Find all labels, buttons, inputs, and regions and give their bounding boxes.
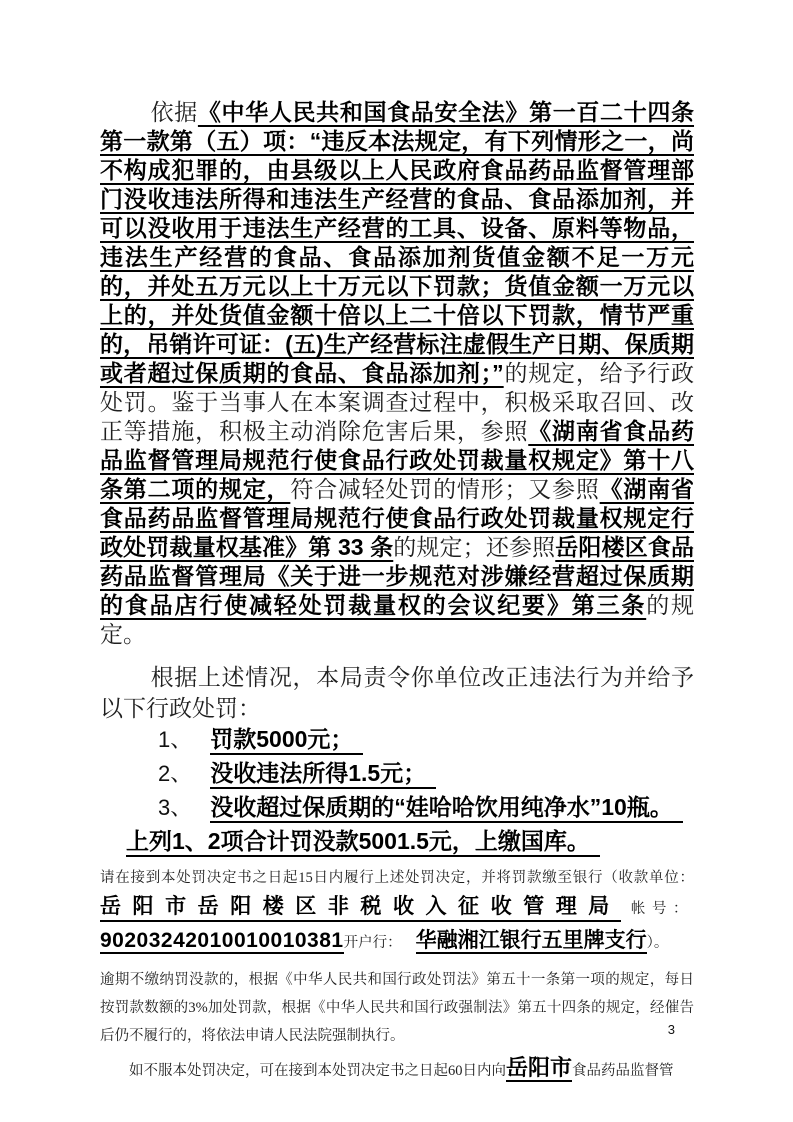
document-content (100, 98, 694, 1085)
penalty-item-2-text: 没收违法所得1.5元； (210, 760, 436, 789)
legal-basis-closing: 的规定。 (100, 593, 695, 647)
penalty-item-3-text: 没收超过保质期的“娃哈哈饮用纯净水”10瓶。 (210, 794, 683, 823)
penalty-item-3-number: 3、 (158, 795, 193, 820)
paragraph-legal-basis (100, 98, 694, 649)
penalty-item-1 (100, 724, 694, 758)
payment-bank-label: 开户行： (343, 935, 402, 951)
legal-basis-benchmark-citation: 《湖南省食品药品监督管理局规范行使食品行政处罚裁量权规定行政处罚裁量权基准》第 33 条 (100, 476, 695, 560)
legal-basis-district-minutes-citation: 岳阳楼区食品药品监督管理局《关于进一步规范对涉嫌经营超过保质期的食品店行使减轻处罚裁量权的会议纪要》第三条 (100, 534, 694, 618)
legal-basis-mitigation-text: 的规定，给予行政处罚。鉴于当事人在本案调查过程中，积极采取召回、改正等措施，积极主动消除危害后果，参照 (100, 361, 695, 444)
payment-payee-line (100, 893, 694, 923)
penalty-total-text: 上列1、2项合计罚没款5001.5元，上缴国库。 (126, 828, 600, 857)
payment-account-label: 帐号： (630, 901, 694, 917)
paragraph-appeal-rights (100, 1054, 694, 1085)
penalty-item-3 (100, 792, 694, 826)
payment-payee: 岳阳市岳阳楼区非税收入征收管理局 (100, 893, 621, 922)
appeal-authority: 岳阳市 (506, 1055, 573, 1080)
legal-basis-lead: 依据 (150, 100, 198, 125)
appeal-text-lead: 如不服本处罚决定，可在接到本处罚决定书之日起60日内向 (129, 1063, 506, 1079)
penalty-item-2 (100, 758, 694, 792)
paragraph-overdue-penalty: 逾期不缴纳罚没款的，根据《中华人民共和国行政处罚法》第五十一条第一项的规定，每日按罚款数额的3%加处罚款，根据《中华人民共和国行政强制法》第五十四条的规定，经催告后仍不履行的，将依法申请人民法院强制执行。 (100, 972, 694, 1044)
payment-intro: 请在接到本处罚决定书之日起15日内履行上述处罚决定，并将罚款缴至银行（收款单位： (100, 870, 694, 886)
legal-basis-provincial-rule-citation: 《湖南省食品药品监督管理局规范行使食品行政处罚裁量权规定》第十八条第二项的规定， (100, 418, 695, 502)
page-number: 3 (667, 1022, 675, 1037)
payment-instructions (100, 866, 694, 957)
appeal-text-tail: 食品药品监督管 (572, 1063, 674, 1079)
penalty-item-1-text: 罚款5000元； (210, 726, 363, 755)
penalty-item-1-number: 1、 (158, 727, 193, 752)
legal-basis-connector-2: 的规定；还参照 (393, 535, 556, 560)
payment-closing: ）。 (646, 935, 669, 951)
paragraph-decision-intro: 根据上述情况，本局责令你单位改正违法行为并给予以下行政处罚： (100, 665, 694, 721)
penalty-item-2-number: 2、 (158, 761, 193, 786)
payment-bank-name: 华融湘江银行五里牌支行 (415, 929, 647, 952)
legal-basis-connector-1: 符合减轻处罚的情形；又参照 (290, 477, 600, 502)
payment-account-line (100, 927, 694, 957)
legal-basis-law-citation: 《中华人民共和国食品安全法》第一百二十四条第一款第（五）项：“违反本法规定，有下列情形之一，尚不构成犯罪的，由县级以上人民政府食品药品监督管理部门没收违法所得和违法生产经营的食品、食品添加剂，并可以没收用于违法生产经营的工具、设备、原料等物品，违法生产经营的食品、食品添加剂货值金额不足一万元的，并处五万元以上十万元以下罚款；货值金额一万元以上的，并处货值金额十倍以上二十倍以下罚款，情节严重的，吊销许可证：(五)生产经营标注虚假生产日期、保质期或者超过保质期的食品、食品添加剂；” (100, 99, 695, 386)
penalty-total-line (100, 826, 694, 860)
payment-account-number: 90203242010010010381 (100, 929, 344, 952)
